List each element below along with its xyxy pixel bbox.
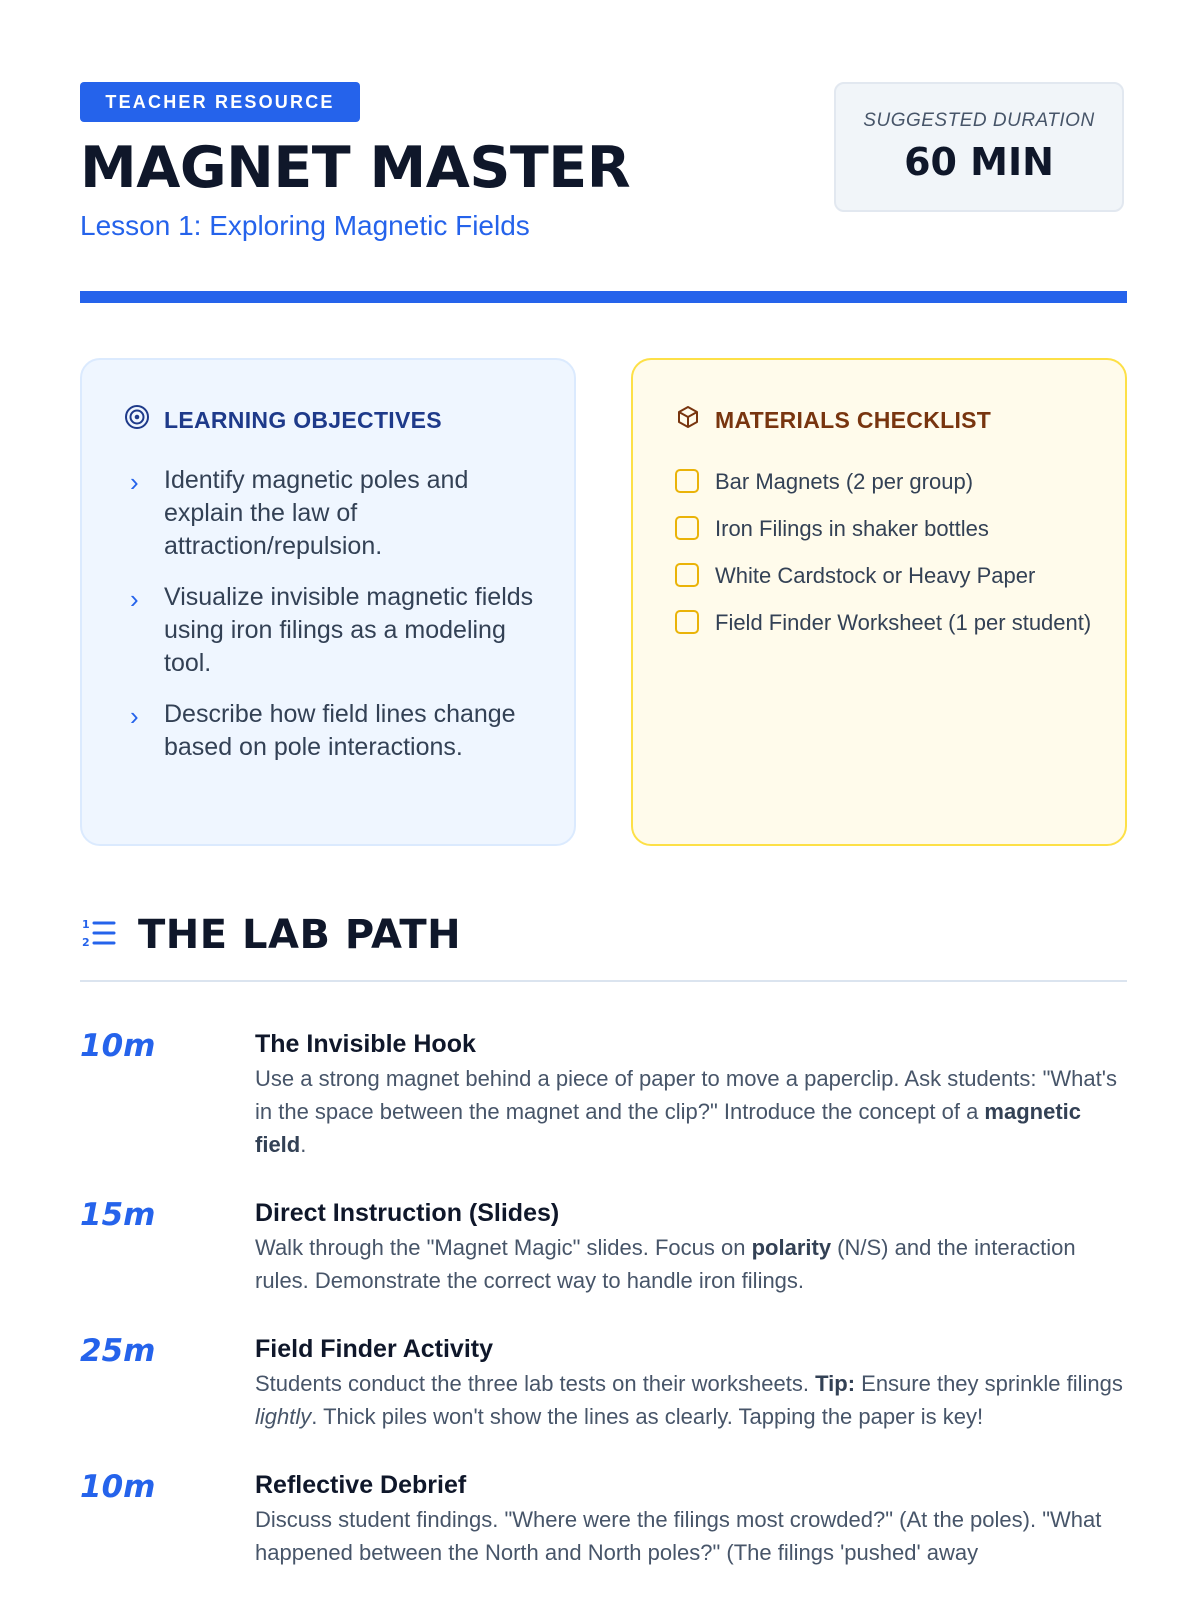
numbered-list-icon bbox=[80, 915, 116, 956]
material-item bbox=[675, 464, 1095, 498]
lesson-subtitle: Lesson 1: Exploring Magnetic Fields bbox=[80, 210, 530, 241]
lab-path-title: THE LAB PATH bbox=[138, 912, 462, 958]
chevron-right-icon: › bbox=[130, 584, 139, 614]
svg-text:1: 1 bbox=[82, 917, 90, 931]
step-title: Reflective Debrief bbox=[255, 1471, 467, 1499]
lab-path-steps bbox=[80, 1026, 1127, 1603]
material-item bbox=[675, 605, 1095, 639]
lab-step bbox=[80, 1195, 1127, 1297]
objective-item bbox=[124, 464, 544, 563]
objective-item bbox=[124, 581, 544, 680]
step-description: Use a strong magnet behind a piece of paper to move a paperclip. Ask students: "What's in the space between the magnet and the clip?" Introduce the concept of a magnetic field. bbox=[255, 1066, 1117, 1157]
objective-text: Describe how field lines change based on pole interactions. bbox=[164, 700, 516, 761]
materials-heading bbox=[675, 404, 991, 436]
emphasis-text: Tip: bbox=[815, 1371, 856, 1396]
duration-value: 60 MIN bbox=[904, 140, 1054, 184]
emphasis-text: magnetic field bbox=[255, 1099, 1082, 1157]
material-label: Iron Filings in shaker bottles bbox=[715, 515, 989, 541]
material-label: Field Finder Worksheet (1 per student) bbox=[715, 609, 1092, 635]
objective-item bbox=[124, 698, 544, 764]
step-title: Field Finder Activity bbox=[255, 1335, 494, 1363]
material-label: White Cardstock or Heavy Paper bbox=[715, 562, 1036, 588]
materials-list bbox=[675, 464, 1095, 652]
step-title: The Invisible Hook bbox=[255, 1030, 476, 1058]
step-duration: 25m bbox=[80, 1333, 156, 1369]
material-checkbox[interactable] bbox=[675, 610, 699, 634]
step-duration: 10m bbox=[80, 1028, 156, 1064]
emphasis-text: polarity bbox=[751, 1235, 832, 1260]
step-body bbox=[255, 1467, 1127, 1569]
objectives-heading bbox=[124, 404, 442, 436]
chevron-right-icon: › bbox=[130, 701, 139, 731]
target-icon bbox=[124, 404, 150, 436]
header-divider bbox=[80, 291, 1127, 303]
lab-step bbox=[80, 1467, 1127, 1569]
step-body bbox=[255, 1195, 1127, 1297]
lesson-page bbox=[80, 0, 1127, 1600]
duration-label: SUGGESTED DURATION bbox=[863, 110, 1095, 131]
material-item bbox=[675, 558, 1095, 592]
objective-text: Identify magnetic poles and explain the law of attraction/repulsion. bbox=[164, 466, 469, 560]
chevron-right-icon: › bbox=[130, 467, 139, 497]
objectives-heading-label: LEARNING OBJECTIVES bbox=[164, 406, 442, 433]
box-icon bbox=[675, 404, 701, 436]
material-checkbox[interactable] bbox=[675, 469, 699, 493]
material-checkbox[interactable] bbox=[675, 563, 699, 587]
learning-objectives-card bbox=[80, 358, 576, 846]
step-body bbox=[255, 1331, 1127, 1433]
material-checkbox[interactable] bbox=[675, 516, 699, 540]
lab-path-divider bbox=[80, 980, 1127, 982]
duration-box bbox=[834, 82, 1124, 212]
step-title: Direct Instruction (Slides) bbox=[255, 1199, 560, 1227]
step-description: Discuss student findings. "Where were the filings most crowded?" (At the poles). "What happened between the North and North poles?" (The filings 'pushed' away bbox=[255, 1507, 1102, 1565]
step-description: Walk through the "Magnet Magic" slides. Focus on polarity (N/S) and the interaction rules. Demonstrate the correct way to handle iron filings. bbox=[255, 1235, 1076, 1293]
step-description: Students conduct the three lab tests on their worksheets. Tip: Ensure they sprinkle filings lightly. Thick piles won't show the lines as clearly. Tapping the paper is key! bbox=[255, 1371, 1123, 1429]
teacher-resource-badge: TEACHER RESOURCE bbox=[80, 82, 360, 122]
page-title: MAGNET MASTER bbox=[80, 135, 631, 201]
material-item bbox=[675, 511, 1095, 545]
svg-text:2: 2 bbox=[82, 935, 90, 949]
lab-step bbox=[80, 1331, 1127, 1433]
materials-checklist-card bbox=[631, 358, 1127, 846]
lab-path-heading bbox=[80, 912, 461, 958]
material-label: Bar Magnets (2 per group) bbox=[715, 468, 974, 494]
materials-heading-label: MATERIALS CHECKLIST bbox=[715, 406, 992, 433]
step-duration: 15m bbox=[80, 1197, 156, 1233]
lab-step bbox=[80, 1026, 1127, 1161]
step-duration: 10m bbox=[80, 1469, 156, 1505]
step-body bbox=[255, 1026, 1127, 1161]
objective-text: Visualize invisible magnetic fields using iron filings as a modeling tool. bbox=[164, 583, 534, 677]
emphasis-text: lightly bbox=[255, 1404, 312, 1429]
objectives-list bbox=[124, 464, 544, 782]
